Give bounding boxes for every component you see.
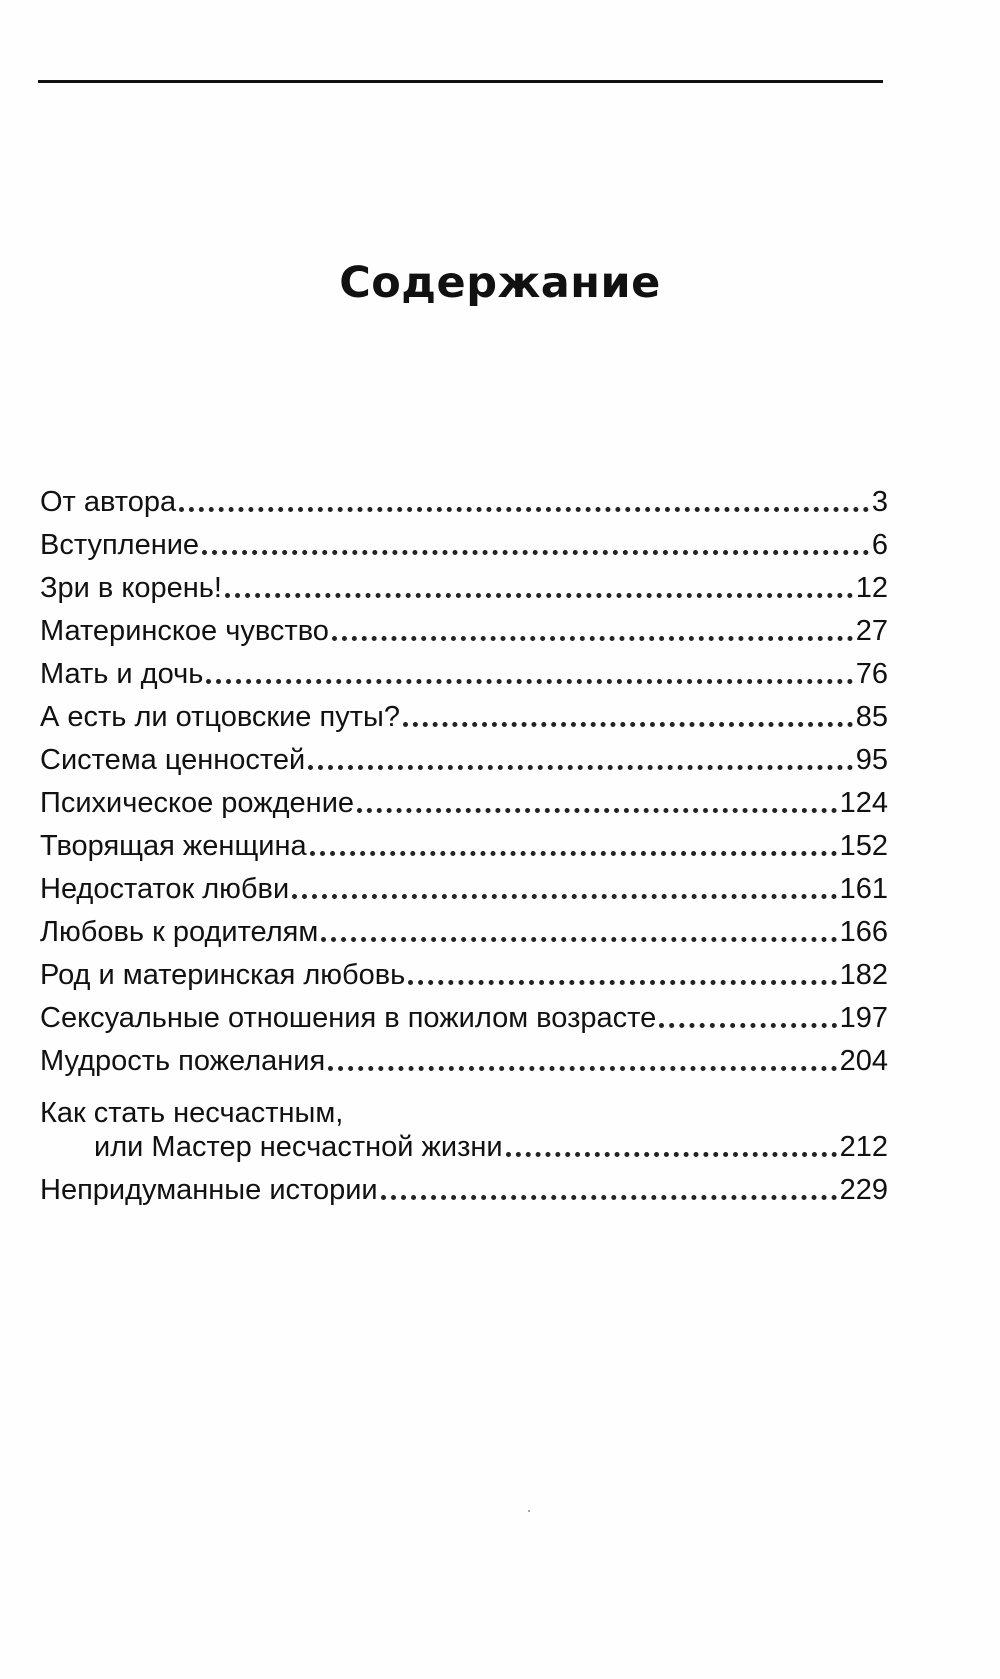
toc-entry-page: 212 (839, 1130, 888, 1163)
toc-entry (40, 648, 888, 691)
dot-leader (179, 507, 869, 512)
toc-entry-title: Вступление (40, 528, 200, 561)
toc-entry (40, 519, 888, 562)
page-title: Содержание (339, 258, 661, 308)
dot-leader (357, 808, 837, 813)
toc-entry (40, 777, 888, 820)
toc-entry (40, 476, 888, 519)
toc-entry-page: 6 (871, 528, 888, 561)
toc-entry-page: 152 (839, 829, 888, 862)
toc-entry-title-line1: Как стать несчастным, (40, 1097, 344, 1130)
toc-entry (40, 820, 888, 863)
toc-entry (40, 992, 888, 1035)
toc-entry (40, 1035, 888, 1078)
toc-entry (40, 605, 888, 648)
dot-leader (408, 980, 836, 985)
dot-leader (308, 765, 853, 770)
dot-leader (292, 894, 836, 899)
toc-entry-title: Творящая женщина (40, 829, 307, 862)
toc-entry (40, 691, 888, 734)
toc-entry-title: Непридуманные истории (40, 1173, 378, 1206)
dot-leader (506, 1152, 837, 1157)
toc-entry-title: Материнское чувство (40, 614, 329, 647)
toc-entry-title: Мудрость пожелания (40, 1044, 326, 1077)
toc-entry-page: 12 (855, 571, 888, 604)
toc-entry-title-line2: или Мастер несчастной жизни (94, 1130, 503, 1163)
toc-entry-page: 229 (839, 1173, 888, 1206)
toc-entry (40, 863, 888, 906)
toc-entry (40, 562, 888, 605)
dot-leader (206, 679, 852, 684)
dot-leader (659, 1023, 836, 1028)
toc-entry-title: Система ценностей (40, 743, 306, 776)
toc-entry-page: 3 (871, 485, 888, 518)
toc-entry-page: 76 (855, 657, 888, 690)
dot-leader (332, 636, 853, 641)
dot-leader (321, 937, 836, 942)
toc-entry-page: 197 (839, 1001, 888, 1034)
toc-entry-title: Любовь к родителям (40, 915, 319, 948)
toc-entry-title: Сексуальные отношения в пожилом возрасте (40, 1001, 657, 1034)
toc-entry-page: 95 (855, 743, 888, 776)
toc-entry-title: Недостаток любви (40, 872, 290, 905)
toc-entry-page: 166 (839, 915, 888, 948)
toc-entry-page: 85 (855, 700, 888, 733)
toc-entry-title: А есть ли отцовские путы? (40, 700, 400, 733)
toc-entry-page: 182 (839, 958, 888, 991)
toc-entry (40, 1078, 888, 1164)
dot-leader (381, 1195, 837, 1200)
toc-entry-title: Род и материнская любовь (40, 958, 406, 991)
toc-entry-page: 204 (839, 1044, 888, 1077)
toc-entry-second-line (40, 1131, 888, 1164)
toc-entry-page: 161 (839, 872, 888, 905)
toc-entry-page: 124 (839, 786, 888, 819)
toc-entry (40, 734, 888, 777)
dot-leader (328, 1066, 836, 1071)
toc-entry (40, 906, 888, 949)
table-of-contents (40, 476, 888, 1207)
scan-speck (528, 1510, 530, 1512)
toc-entry-title: Мать и дочь (40, 657, 204, 690)
toc-entry-title: От автора (40, 485, 177, 518)
toc-entry-page: 27 (855, 614, 888, 647)
dot-leader (225, 593, 853, 598)
toc-entry (40, 1164, 888, 1207)
toc-entry (40, 949, 888, 992)
dot-leader (403, 722, 853, 727)
toc-entry-title: Психическое рождение (40, 786, 355, 819)
dot-leader (202, 550, 869, 555)
top-rule (38, 80, 883, 83)
toc-entry-title: Зри в корень! (40, 571, 222, 604)
dot-leader (310, 851, 837, 856)
